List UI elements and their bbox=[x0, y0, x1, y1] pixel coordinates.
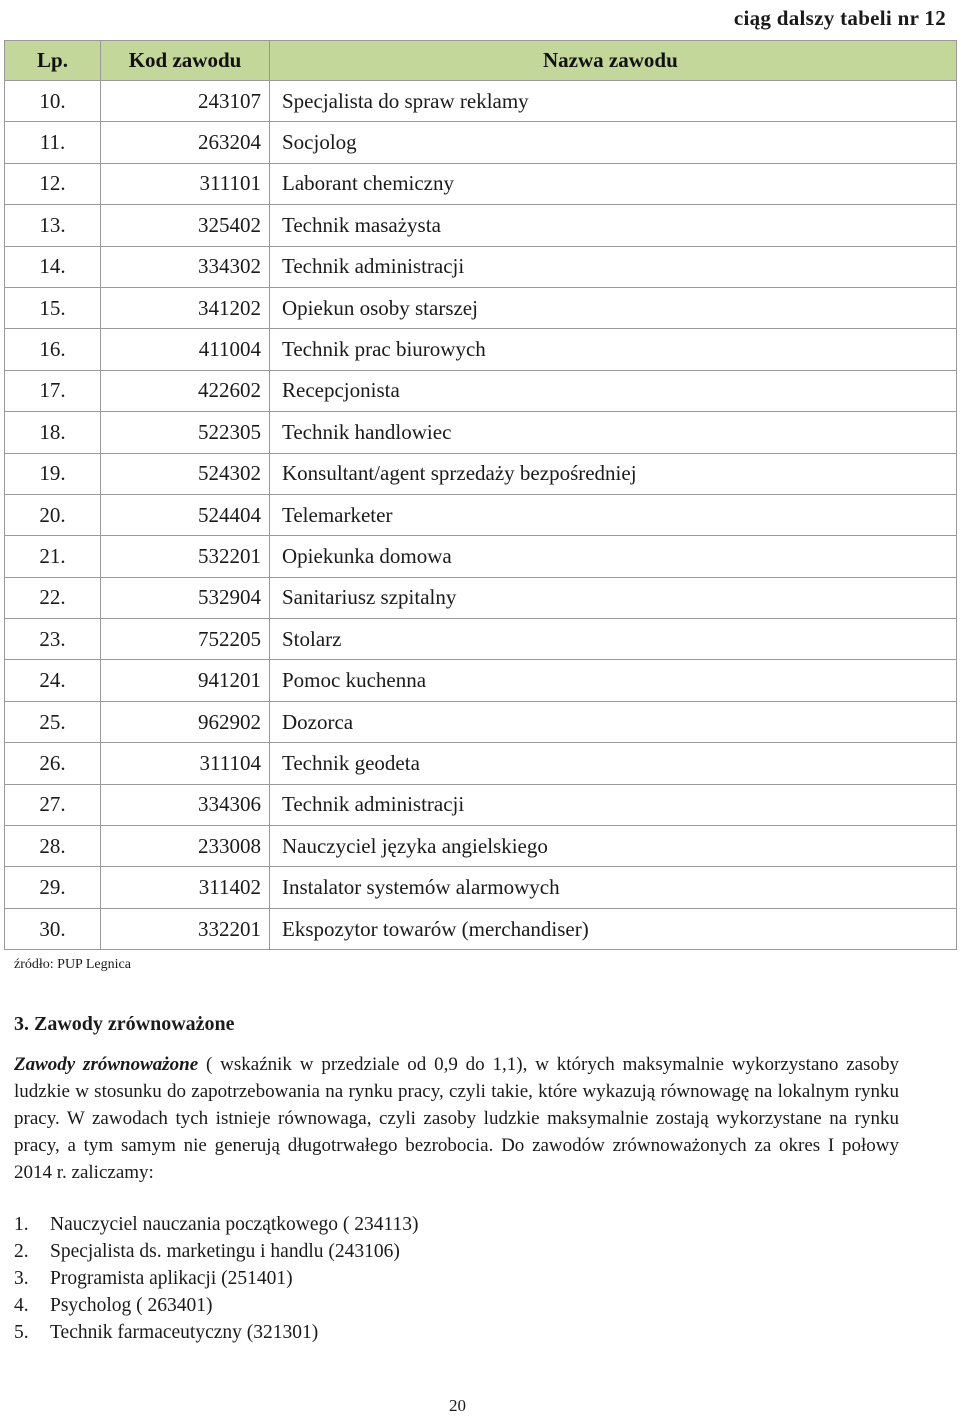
cell-name: Sanitariusz szpitalny bbox=[270, 577, 957, 618]
cell-kod: 522305 bbox=[101, 412, 270, 453]
list-item-text: Nauczyciel nauczania początkowego ( 234113) bbox=[50, 1214, 419, 1235]
cell-lp: 10. bbox=[5, 81, 101, 122]
cell-name: Recepcjonista bbox=[270, 370, 957, 411]
cell-name: Ekspozytor towarów (merchandiser) bbox=[270, 908, 957, 949]
cell-kod: 325402 bbox=[101, 205, 270, 246]
cell-lp: 25. bbox=[5, 701, 101, 742]
table-row bbox=[5, 784, 957, 825]
list-item bbox=[14, 1265, 419, 1292]
table-row bbox=[5, 577, 957, 618]
cell-kod: 962902 bbox=[101, 701, 270, 742]
table-row bbox=[5, 329, 957, 370]
cell-kod: 233008 bbox=[101, 826, 270, 867]
cell-lp: 19. bbox=[5, 453, 101, 494]
cell-kod: 941201 bbox=[101, 660, 270, 701]
list-item bbox=[14, 1238, 419, 1265]
cell-kod: 752205 bbox=[101, 619, 270, 660]
table-header-row bbox=[5, 41, 957, 81]
cell-kod: 411004 bbox=[101, 329, 270, 370]
cell-lp: 13. bbox=[5, 205, 101, 246]
table-row bbox=[5, 453, 957, 494]
cell-lp: 11. bbox=[5, 122, 101, 163]
cell-lp: 23. bbox=[5, 619, 101, 660]
cell-kod: 532201 bbox=[101, 536, 270, 577]
cell-name: Dozorca bbox=[270, 701, 957, 742]
table-row bbox=[5, 867, 957, 908]
list-item bbox=[14, 1319, 419, 1346]
cell-name: Technik geodeta bbox=[270, 743, 957, 784]
cell-lp: 29. bbox=[5, 867, 101, 908]
cell-lp: 12. bbox=[5, 163, 101, 204]
balanced-occupations-list bbox=[14, 1211, 419, 1346]
list-item-number: 3. bbox=[14, 1268, 29, 1289]
cell-lp: 15. bbox=[5, 287, 101, 328]
cell-lp: 20. bbox=[5, 494, 101, 535]
table-row bbox=[5, 536, 957, 577]
table-row bbox=[5, 619, 957, 660]
cell-lp: 16. bbox=[5, 329, 101, 370]
table-row bbox=[5, 701, 957, 742]
cell-lp: 28. bbox=[5, 826, 101, 867]
cell-lp: 26. bbox=[5, 743, 101, 784]
cell-name: Technik administracji bbox=[270, 246, 957, 287]
section-paragraph bbox=[14, 1051, 899, 1186]
cell-kod: 311104 bbox=[101, 743, 270, 784]
cell-kod: 524404 bbox=[101, 494, 270, 535]
cell-name: Nauczyciel języka angielskiego bbox=[270, 826, 957, 867]
paragraph-lead-term: Zawody zrównoważone bbox=[14, 1054, 199, 1075]
cell-name: Instalator systemów alarmowych bbox=[270, 867, 957, 908]
cell-kod: 341202 bbox=[101, 287, 270, 328]
table-row bbox=[5, 246, 957, 287]
cell-kod: 311101 bbox=[101, 163, 270, 204]
cell-name: Opiekunka domowa bbox=[270, 536, 957, 577]
cell-kod: 332201 bbox=[101, 908, 270, 949]
cell-name: Konsultant/agent sprzedaży bezpośredniej bbox=[270, 453, 957, 494]
table-continuation-label: ciąg dalszy tabeli nr 12 bbox=[733, 6, 946, 30]
cell-name: Technik administracji bbox=[270, 784, 957, 825]
table-row bbox=[5, 908, 957, 949]
table-row bbox=[5, 412, 957, 453]
table-row bbox=[5, 122, 957, 163]
cell-name: Technik handlowiec bbox=[270, 412, 957, 453]
cell-kod: 422602 bbox=[101, 370, 270, 411]
cell-lp: 22. bbox=[5, 577, 101, 618]
header-nazwa-zawodu: Nazwa zawodu bbox=[270, 41, 957, 81]
table-source-note: źródło: PUP Legnica bbox=[14, 957, 131, 972]
header-lp: Lp. bbox=[5, 41, 101, 81]
list-item-number: 4. bbox=[14, 1295, 29, 1316]
list-item bbox=[14, 1292, 419, 1319]
cell-kod: 334302 bbox=[101, 246, 270, 287]
cell-lp: 24. bbox=[5, 660, 101, 701]
list-item bbox=[14, 1211, 419, 1238]
table-row bbox=[5, 81, 957, 122]
cell-kod: 243107 bbox=[101, 81, 270, 122]
header-kod-zawodu: Kod zawodu bbox=[101, 41, 270, 81]
table-row bbox=[5, 494, 957, 535]
list-item-number: 2. bbox=[14, 1241, 29, 1262]
cell-lp: 17. bbox=[5, 370, 101, 411]
section-heading: 3. Zawody zrównoważone bbox=[14, 1013, 235, 1035]
list-item-number: 1. bbox=[14, 1214, 29, 1235]
cell-kod: 334306 bbox=[101, 784, 270, 825]
list-item-text: Specjalista ds. marketingu i handlu (243106) bbox=[50, 1241, 400, 1262]
occupations-table bbox=[4, 40, 957, 950]
list-item-text: Psycholog ( 263401) bbox=[50, 1295, 213, 1316]
cell-name: Socjolog bbox=[270, 122, 957, 163]
table-row bbox=[5, 163, 957, 204]
list-item-text: Technik farmaceutyczny (321301) bbox=[50, 1322, 319, 1343]
table-row bbox=[5, 743, 957, 784]
cell-kod: 532904 bbox=[101, 577, 270, 618]
table-row bbox=[5, 287, 957, 328]
list-item-number: 5. bbox=[14, 1322, 29, 1343]
cell-name: Specjalista do spraw reklamy bbox=[270, 81, 957, 122]
cell-lp: 27. bbox=[5, 784, 101, 825]
cell-kod: 263204 bbox=[101, 122, 270, 163]
cell-name: Technik masażysta bbox=[270, 205, 957, 246]
cell-name: Laborant chemiczny bbox=[270, 163, 957, 204]
cell-name: Opiekun osoby starszej bbox=[270, 287, 957, 328]
table-row bbox=[5, 205, 957, 246]
paragraph-body: ( wskaźnik w przedziale od 0,9 do 1,1), w których maksymalnie wykorzystano zasoby ludzkie w stosunku do zapotrzebowania na rynku pracy, czyli takie, które wykazują równowagę na lokalnym rynku pracy. W zawodach tych istnieje równowaga, czyli zasoby ludzkie maksymalnie zostają wykorzystane na rynku pracy, a tym samym nie generują długotrwałego bezrobocia. Do zawodów zrównoważonych za okres I połowy 2014 r. zaliczamy: bbox=[14, 1054, 899, 1183]
cell-lp: 14. bbox=[5, 246, 101, 287]
cell-lp: 18. bbox=[5, 412, 101, 453]
table-row bbox=[5, 370, 957, 411]
cell-name: Telemarketer bbox=[270, 494, 957, 535]
cell-lp: 21. bbox=[5, 536, 101, 577]
page-number: 20 bbox=[449, 1396, 466, 1415]
table-row bbox=[5, 660, 957, 701]
table-row bbox=[5, 826, 957, 867]
cell-name: Technik prac biurowych bbox=[270, 329, 957, 370]
cell-lp: 30. bbox=[5, 908, 101, 949]
cell-name: Pomoc kuchenna bbox=[270, 660, 957, 701]
cell-kod: 311402 bbox=[101, 867, 270, 908]
list-item-text: Programista aplikacji (251401) bbox=[50, 1268, 293, 1289]
cell-name: Stolarz bbox=[270, 619, 957, 660]
cell-kod: 524302 bbox=[101, 453, 270, 494]
